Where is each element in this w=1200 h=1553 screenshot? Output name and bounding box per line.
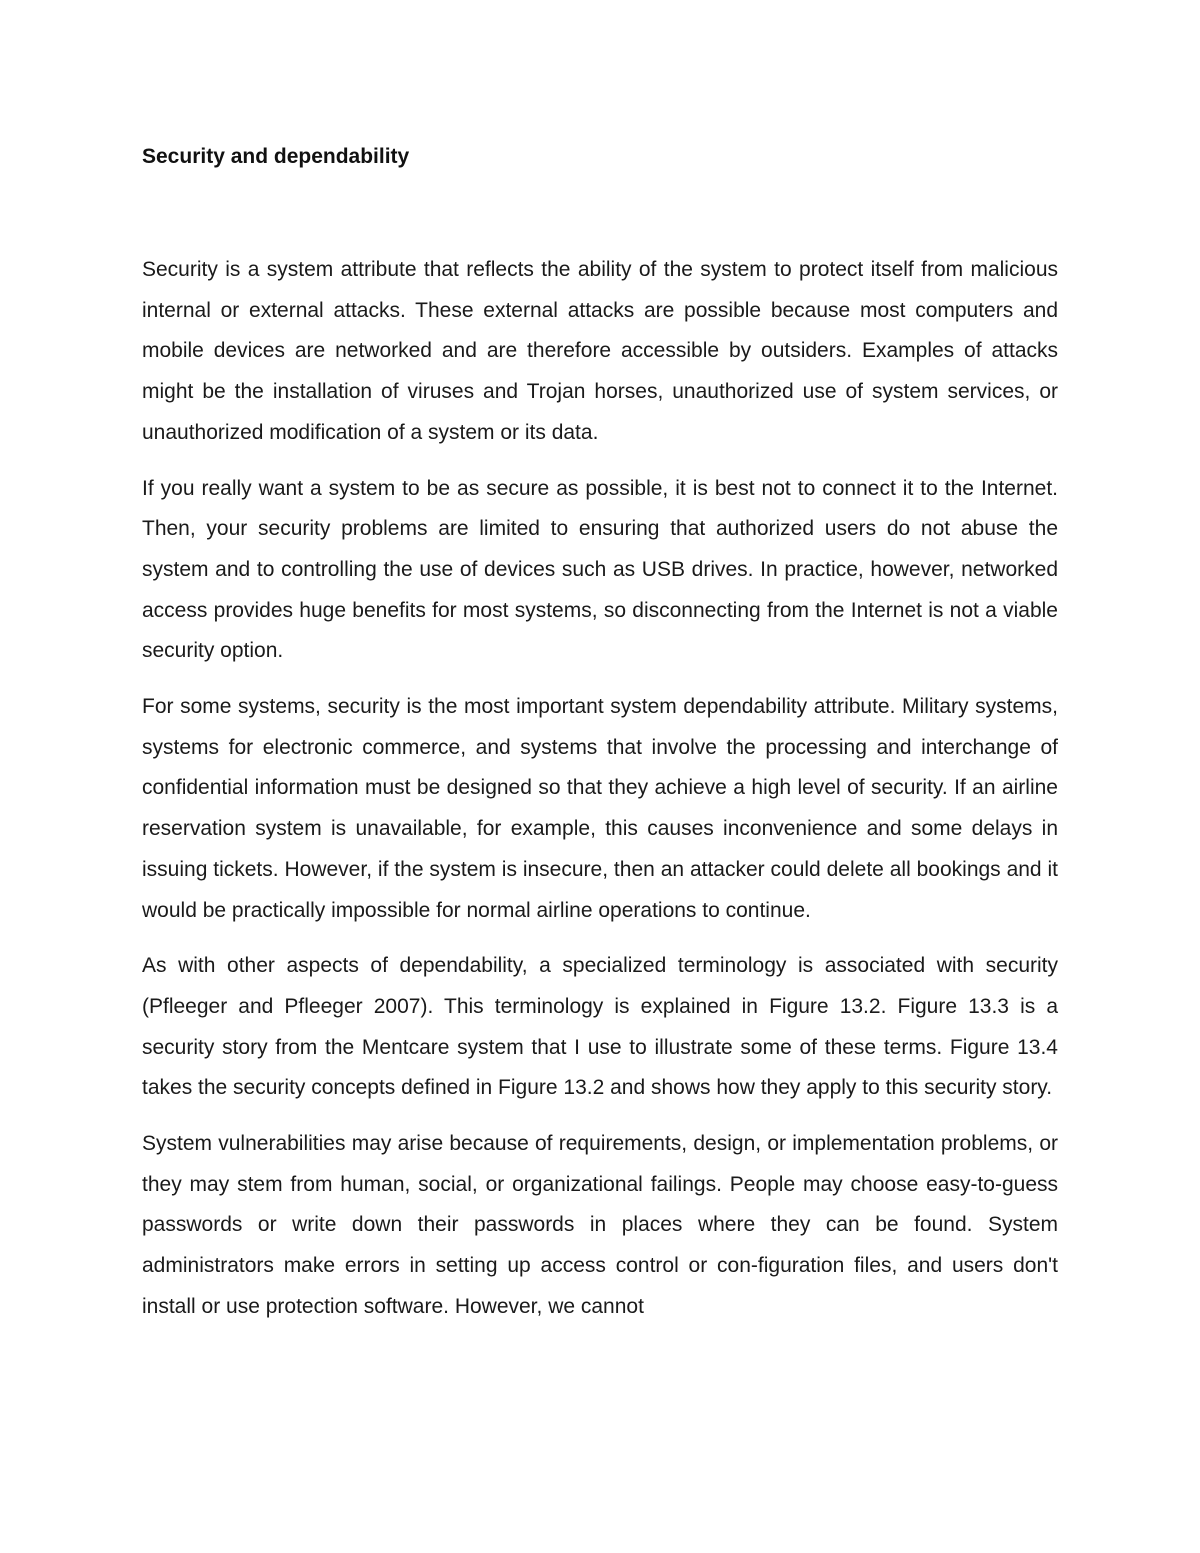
- document-title: Security and dependability: [142, 145, 410, 168]
- paragraph-important-attribute: For some systems, security is the most important system dependability attribute. Military systems, systems for electronic commerce, and systems that involve the processing and interchange of confidential information must be designed so that they achieve a high level of security. If an airline reservation system is unavailable, for example, this causes inconvenience and some delays in issuing tickets. However, if the system is insecure, then an attacker could delete all bookings and it would be practically impossible for normal airline operations to continue.: [142, 695, 1058, 922]
- paragraph-terminology: As with other aspects of dependability, a specialized terminology is associated with security (Pfleeger and Pfleeger 2007). This terminology is explained in Figure 13.2. Figure 13.3 is a security story from the Mentcare system that I use to illustrate some of these terms. Figure 13.4 takes the security concepts defined in Figure 13.2 and shows how they apply to this security story.: [142, 954, 1058, 1100]
- paragraph-security-definition: Security is a system attribute that reflects the ability of the system to protect itself from malicious internal or external attacks. These external attacks are possible because most computers and mobile devices are networked and are therefore accessible by outsiders. Examples of attacks might be the installation of viruses and Trojan horses, unauthorized use of system services, or unauthorized modification of a system or its data.: [142, 258, 1058, 444]
- paragraph-vulnerabilities: System vulnerabilities may arise because of requirements, design, or implementation problems, or they may stem from human, social, or organizational failings. People may choose easy-to-guess passwords or write down their passwords in places where they can be found. System administrators make errors in setting up access control or con-figuration files, and users don't install or use protection software. However, we cannot: [142, 1132, 1058, 1318]
- document-body: [142, 140, 1058, 1328]
- paragraph-internet-connection: If you really want a system to be as secure as possible, it is best not to connect it to the Internet. Then, your security problems are limited to ensuring that authorized users do not abuse the system and to controlling the use of devices such as USB drives. In practice, however, networked access provides huge benefits for most systems, so disconnecting from the Internet is not a viable security option.: [142, 476, 1058, 663]
